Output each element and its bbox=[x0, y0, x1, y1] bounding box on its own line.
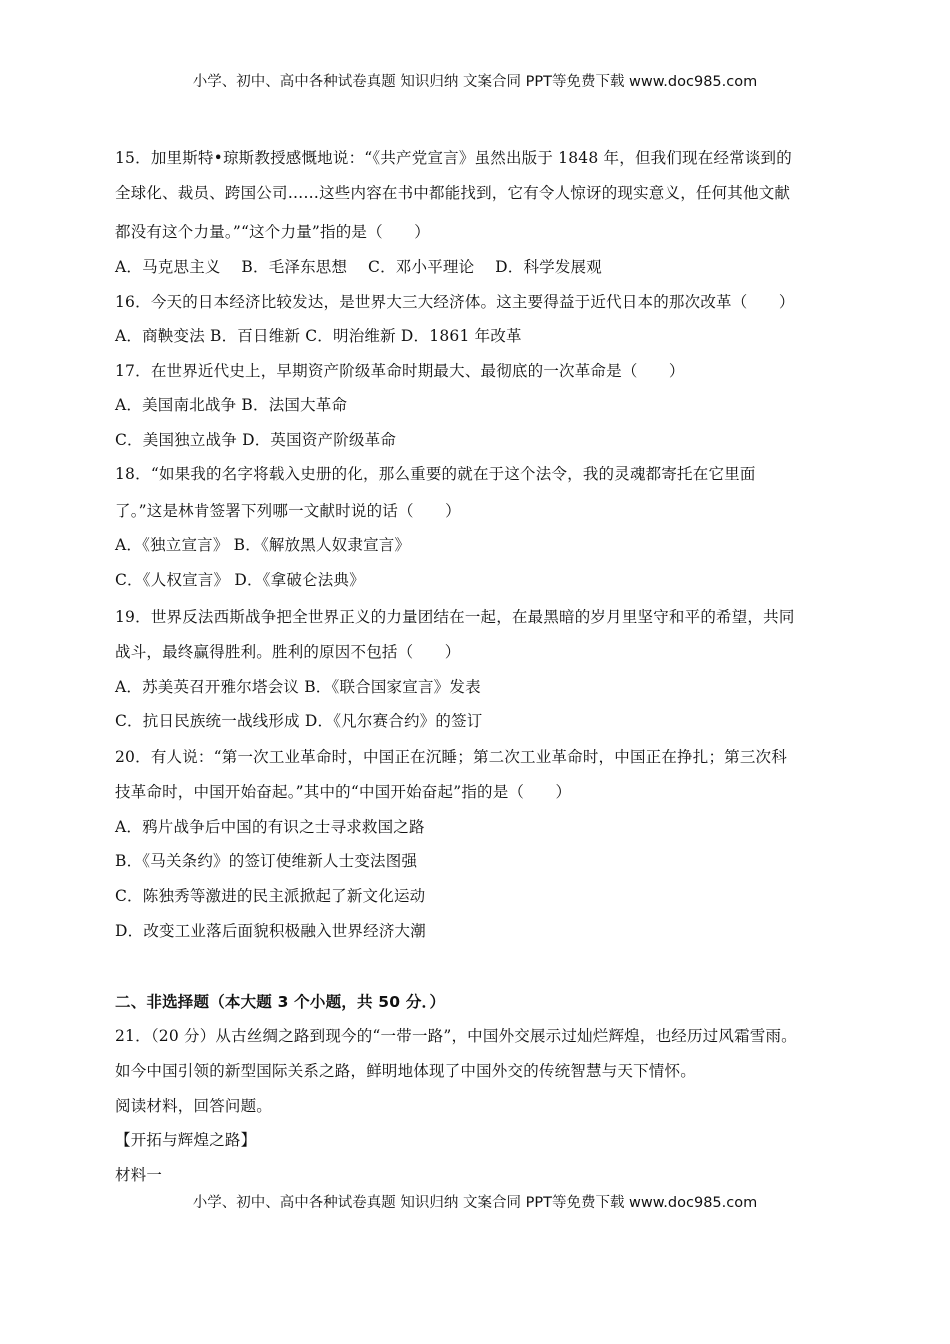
question-20-option-b: B．《马关条约》的签订使维新人士变法图强 bbox=[115, 852, 418, 870]
question-21-line-2: 如今中国引领的新型国际关系之路，鲜明地体现了中国外交的传统智慧与天下情怀。 bbox=[115, 1062, 696, 1080]
question-20-line-2: 技革命时，中国开始奋起。”其中的“中国开始奋起”指的是（ ） bbox=[115, 783, 572, 801]
question-15-line-3: 都没有这个力量。”“这个力量”指的是（ ） bbox=[115, 223, 430, 241]
question-18-line-2: 了。”这是林肯签署下列哪一文献时说的话（ ） bbox=[115, 502, 461, 520]
question-19-line-2: 战斗，最终赢得胜利。胜利的原因不包括（ ） bbox=[115, 643, 461, 661]
question-18-line-1: 18．“如果我的名字将载入史册的化，那么重要的就在于这个法令，我的灵魂都寄托在它里面 bbox=[115, 465, 756, 483]
question-15-line-2: 全球化、裁员、跨国公司……这些内容在书中都能找到，它有令人惊讶的现实意义，任何其他文献 bbox=[115, 184, 791, 202]
question-20-option-a: A．鸦片战争后中国的有识之士寻求救国之路 bbox=[115, 818, 425, 836]
question-19-line-1: 19．世界反法西斯战争把全世界正义的力量团结在一起，在最黑暗的岁月里坚守和平的希望，共同 bbox=[115, 608, 795, 626]
question-20-option-d: D．改变工业落后面貌积极融入世界经济大潮 bbox=[115, 922, 426, 940]
question-18-options-cd: C．《人权宣言》 D．《拿破仑法典》 bbox=[115, 571, 365, 589]
question-15-line-1: 15．加里斯特•琼斯教授感慨地说：“《共产党宣言》虽然出版于 1848 年，但我们现在经常谈到的 bbox=[115, 149, 792, 167]
question-16-options: A．商鞅变法 B．百日维新 C．明治维新 D．1861 年改革 bbox=[115, 327, 522, 345]
question-17-options-ab: A．美国南北战争 B．法国大革命 bbox=[115, 396, 348, 414]
question-15-options: A．马克思主义 B．毛泽东思想 C．邓小平理论 D．科学发展观 bbox=[115, 258, 602, 276]
section-title: 二、非选择题（本大题 3 个小题，共 50 分．） bbox=[115, 993, 446, 1011]
material-one-label: 材料一 bbox=[115, 1166, 163, 1184]
question-21-instruction: 阅读材料，回答问题。 bbox=[115, 1097, 273, 1115]
question-19-options-ab: A．苏美英召开雅尔塔会议 B．《联合国家宣言》发表 bbox=[115, 678, 481, 696]
question-20-line-1: 20．有人说：“第一次工业革命时，中国正在沉睡；第二次工业革命时，中国正在挣扎；第三次科 bbox=[115, 748, 787, 766]
page-footer: 小学、初中、高中各种试卷真题 知识归纳 文案合同 PPT等免费下载 www.doc985.com bbox=[192, 1195, 758, 1211]
question-17-stem: 17．在世界近代史上，早期资产阶级革命时期最大、最彻底的一次革命是（ ） bbox=[115, 362, 685, 380]
question-21-subheading: 【开拓与辉煌之路】 bbox=[115, 1131, 257, 1149]
question-21-line-1: 21．（20 分）从古丝绸之路到现今的“一带一路”，中国外交展示过灿烂辉煌，也经历过风霜雪雨。 bbox=[115, 1027, 797, 1045]
page-header: 小学、初中、高中各种试卷真题 知识归纳 文案合同 PPT等免费下载 www.doc985.com bbox=[192, 74, 758, 90]
question-16-stem: 16．今天的日本经济比较发达，是世界大三大经济体。这主要得益于近代日本的那次改革（ ） bbox=[115, 293, 795, 311]
question-17-options-cd: C．美国独立战争 D．英国资产阶级革命 bbox=[115, 431, 397, 449]
question-19-options-cd: C．抗日民族统一战线形成 D．《凡尔赛合约》的签订 bbox=[115, 712, 483, 730]
question-20-option-c: C．陈独秀等激进的民主派掀起了新文化运动 bbox=[115, 887, 426, 905]
question-18-options-ab: A．《独立宣言》 B．《解放黑人奴隶宣言》 bbox=[115, 536, 411, 554]
